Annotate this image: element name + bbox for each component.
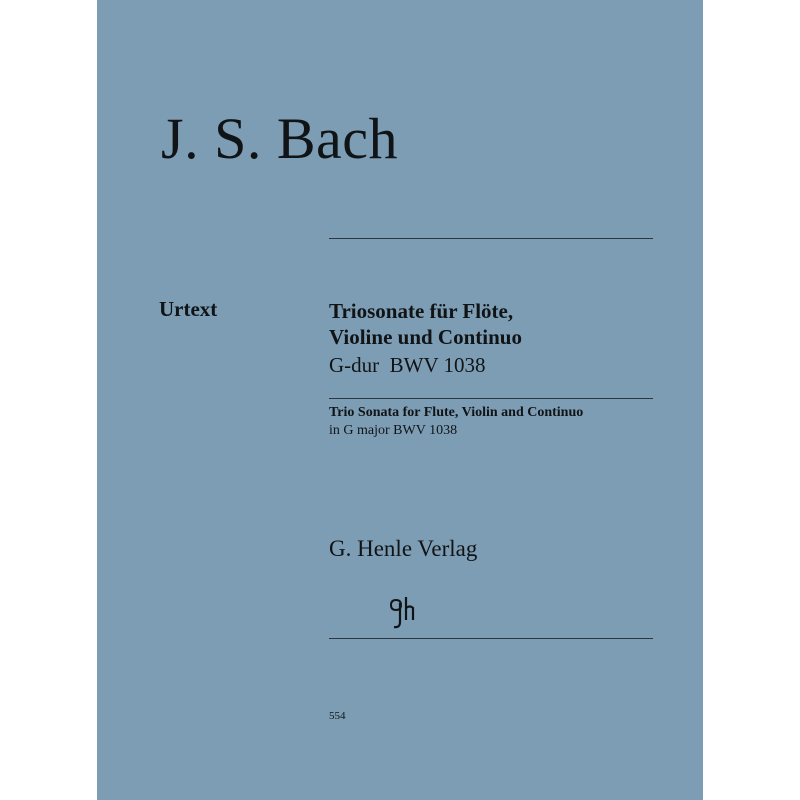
key-german: G-dur BWV 1038 [329, 353, 486, 377]
henle-gh-monogram-icon [387, 596, 419, 630]
catalog-number: 554 [329, 710, 346, 722]
title-german-line-2: Violine und Continuo [329, 325, 522, 349]
composer-name: J. S. Bach [161, 106, 398, 171]
divider-middle [329, 398, 653, 399]
key-english: in G major BWV 1038 [329, 423, 458, 438]
title-english: Trio Sonata for Flute, Violin and Continuo [329, 405, 584, 420]
edition-label: Urtext [159, 297, 218, 321]
divider-bottom [329, 638, 653, 639]
publisher-name: G. Henle Verlag [329, 536, 478, 561]
title-german-line-1: Triosonate für Flöte, [329, 299, 514, 323]
score-cover [97, 0, 703, 800]
divider-top [329, 238, 653, 239]
title-german [329, 298, 522, 350]
